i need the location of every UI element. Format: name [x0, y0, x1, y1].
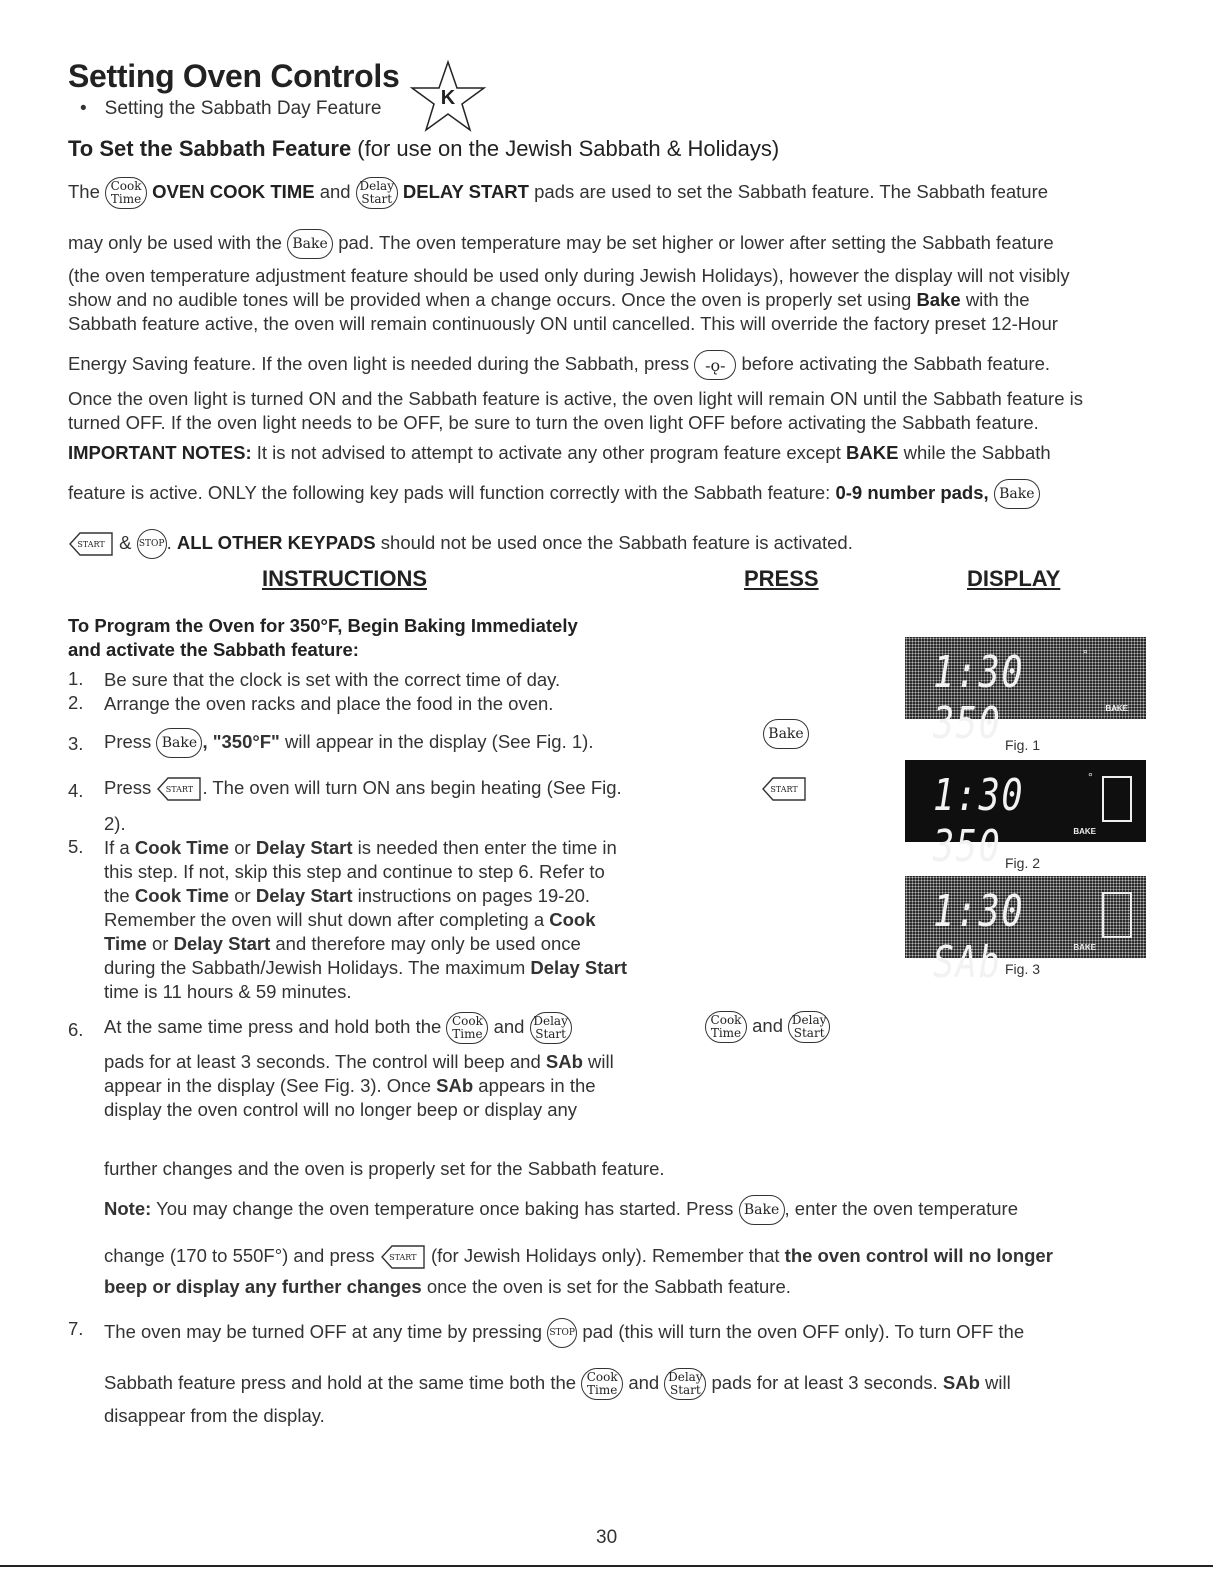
- bake-pad-icon: Bake: [994, 479, 1040, 509]
- step-5-line-3: the Cook Time or Delay Start instructions on pages 19-20.: [104, 885, 591, 906]
- program-heading-line-2: and activate the Sabbath feature:: [68, 639, 359, 660]
- intro-line-7: Once the oven light is turned ON and the Sabbath feature is active, the oven light will remain ON until the Sabbath feature is: [68, 388, 1083, 409]
- step-number: 5.: [68, 836, 84, 857]
- step-3-text: Press Bake , "350°F" will appear in the display (See Fig. 1).: [104, 728, 593, 758]
- step-6-line-4: display the oven control will no longer beep or display any: [104, 1099, 578, 1120]
- press-cook-and-delay: Cook Time and Delay Start: [705, 1011, 830, 1043]
- heading-rest: (for use on the Jewish Sabbath & Holidays): [351, 136, 780, 161]
- bake-pad-icon: Bake: [739, 1195, 785, 1225]
- instructions-column-heading: INSTRUCTIONS: [262, 566, 427, 591]
- display-box-indicator: [1102, 892, 1132, 938]
- step-number: 2.: [68, 692, 84, 713]
- cook-time-pad-icon: Cook Time: [105, 177, 147, 209]
- intro-line-3: (the oven temperature adjustment feature should be used only during Jewish Holidays), however the display will not visibly: [68, 265, 1070, 286]
- intro-line-1: The Cook Time OVEN COOK TIME and Delay Start DELAY START pads are used to set the Sabbath feature. The Sabbath feature: [68, 177, 1048, 209]
- bake-pad-icon: Bake: [156, 728, 202, 758]
- subtitle: • Setting the Sabbath Day Feature: [80, 98, 382, 119]
- step-5-line-6: during the Sabbath/Jewish Holidays. The maximum Delay Start: [104, 957, 628, 978]
- star-k-icon: [410, 58, 486, 134]
- display-digits: 1:30 350: [933, 647, 1025, 749]
- intro-line-4: show and no audible tones will be provided when a change occurs. Once the oven is properly set using Bake with the: [68, 289, 1030, 310]
- page-title: Setting Oven Controls: [68, 58, 400, 94]
- section-heading: [68, 136, 779, 162]
- important-notes-line-3: START & STOP . ALL OTHER KEYPADS should not be used once the Sabbath feature is activated.: [68, 529, 853, 559]
- step-5-line-5: Time or Delay Start and therefore may only be used once: [104, 933, 581, 954]
- step-number: 3.: [68, 733, 84, 754]
- important-notes-line-1: IMPORTANT NOTES: It is not advised to attempt to activate any other program feature except BAKE while the Sabbath: [68, 442, 1051, 463]
- display-digits: 1:30 SAb: [933, 886, 1025, 988]
- press-cook-time-pad-icon: Cook Time: [705, 1011, 747, 1043]
- display-bake-indicator: BAKE: [1073, 943, 1096, 952]
- program-heading-line-1: To Program the Oven for 350°F, Begin Baking Immediately: [68, 615, 578, 636]
- step-5-line-7: time is 11 hours & 59 minutes.: [104, 981, 352, 1002]
- step-number: 7.: [68, 1318, 84, 1339]
- intro-line-2: may only be used with the Bake pad. The oven temperature may be set higher or lower after setting the Sabbath feature: [68, 229, 1054, 259]
- delay-start-pad-icon: Delay Start: [530, 1012, 572, 1044]
- intro-line-8: turned OFF. If the oven light needs to be OFF, be sure to turn the oven light OFF before activating the Sabbath feature.: [68, 412, 1039, 433]
- step-7-line-3: disappear from the display.: [104, 1405, 325, 1426]
- display-digits: 1:30 350: [933, 770, 1025, 872]
- intro-line-6: Energy Saving feature. If the oven light is needed during the Sabbath, press -ǫ- before activating the Sabbath feature.: [68, 350, 1050, 380]
- star-k-letter: K: [440, 87, 456, 109]
- step-6-line-1: At the same time press and hold both the Cook Time and Delay Start: [104, 1012, 572, 1044]
- fig-1-caption: Fig. 1: [1005, 737, 1041, 753]
- degree-symbol: °: [1088, 770, 1093, 784]
- note-line-3: beep or display any further changes once the oven is set for the Sabbath feature.: [104, 1276, 791, 1297]
- cook-time-pad-icon: Cook Time: [581, 1368, 623, 1400]
- intro-line-5: Sabbath feature active, the oven will remain continuously ON until cancelled. This will override the factory preset 12-Hour: [68, 313, 1058, 334]
- fig-2-caption: Fig. 2: [1005, 855, 1041, 871]
- start-pad-icon: START: [156, 775, 202, 803]
- step-number: 4.: [68, 780, 84, 801]
- page-number: 30: [596, 1527, 618, 1548]
- step-6-line-3: appear in the display (See Fig. 3). Once SAb appears in the: [104, 1075, 596, 1096]
- oven-light-pad-icon: -ǫ-: [694, 350, 736, 380]
- stop-pad-icon: STOP: [137, 529, 167, 559]
- press-bake-pad-icon: Bake: [763, 719, 809, 749]
- step-2-text: Arrange the oven racks and place the food in the oven.: [104, 693, 554, 714]
- step-4-text-cont: 2).: [104, 813, 126, 834]
- press-start-pad-icon: START: [761, 775, 807, 803]
- degree-symbol: °: [1083, 647, 1088, 661]
- stop-pad-icon: STOP: [547, 1318, 577, 1348]
- display-box-indicator: [1102, 776, 1132, 822]
- note-line-2: change (170 to 550F°) and press START (for Jewish Holidays only). Remember that the oven control will no longer: [104, 1243, 1053, 1271]
- subtitle-text: Setting the Sabbath Day Feature: [104, 98, 382, 119]
- fig-3-caption: Fig. 3: [1005, 961, 1041, 977]
- heading-bold: To Set the Sabbath Feature: [68, 136, 352, 161]
- step-5-line-1: If a Cook Time or Delay Start is needed then enter the time in: [104, 837, 617, 858]
- note-line-1: Note: You may change the oven temperature once baking has started. Press Bake , enter the oven temperature: [104, 1195, 1018, 1225]
- bake-pad-icon: Bake: [287, 229, 333, 259]
- start-pad-icon: START: [68, 530, 114, 558]
- display-column-heading: DISPLAY: [967, 566, 1061, 591]
- display-bake-indicator: BAKE: [1105, 704, 1128, 713]
- important-notes-line-2: feature is active. ONLY the following key pads will function correctly with the Sabbath feature: 0-9 number pads, Bake: [68, 479, 1040, 509]
- step-number: 6.: [68, 1019, 84, 1040]
- step-1-text: Be sure that the clock is set with the correct time of day.: [104, 669, 561, 690]
- display-bake-indicator: BAKE: [1073, 827, 1096, 836]
- press-delay-start-pad-icon: Delay Start: [788, 1011, 830, 1043]
- step-6-line-2: pads for at least 3 seconds. The control will beep and SAb will: [104, 1051, 614, 1072]
- footer-rule: [0, 1565, 1213, 1567]
- step-number: 1.: [68, 668, 84, 689]
- step-7-line-1: The oven may be turned OFF at any time by pressing STOP pad (this will turn the oven OFF only). To turn OFF the: [104, 1318, 1024, 1348]
- step-7-line-2: Sabbath feature press and hold at the same time both the Cook Time and Delay Start pads for at least 3 seconds. SAb will: [104, 1368, 1011, 1400]
- press-column-heading: PRESS: [744, 566, 819, 591]
- step-5-line-2: this step. If not, skip this step and continue to step 6. Refer to: [104, 861, 605, 882]
- step-5-line-4: Remember the oven will shut down after completing a Cook: [104, 909, 596, 930]
- delay-start-pad-icon: Delay Start: [664, 1368, 706, 1400]
- step-6-line-5: further changes and the oven is properly set for the Sabbath feature.: [104, 1158, 665, 1179]
- cook-time-pad-icon: Cook Time: [446, 1012, 488, 1044]
- step-4-text: Press START . The oven will turn ON ans begin heating (See Fig.: [104, 775, 622, 803]
- delay-start-pad-icon: Delay Start: [356, 177, 398, 209]
- start-pad-icon: START: [380, 1243, 426, 1271]
